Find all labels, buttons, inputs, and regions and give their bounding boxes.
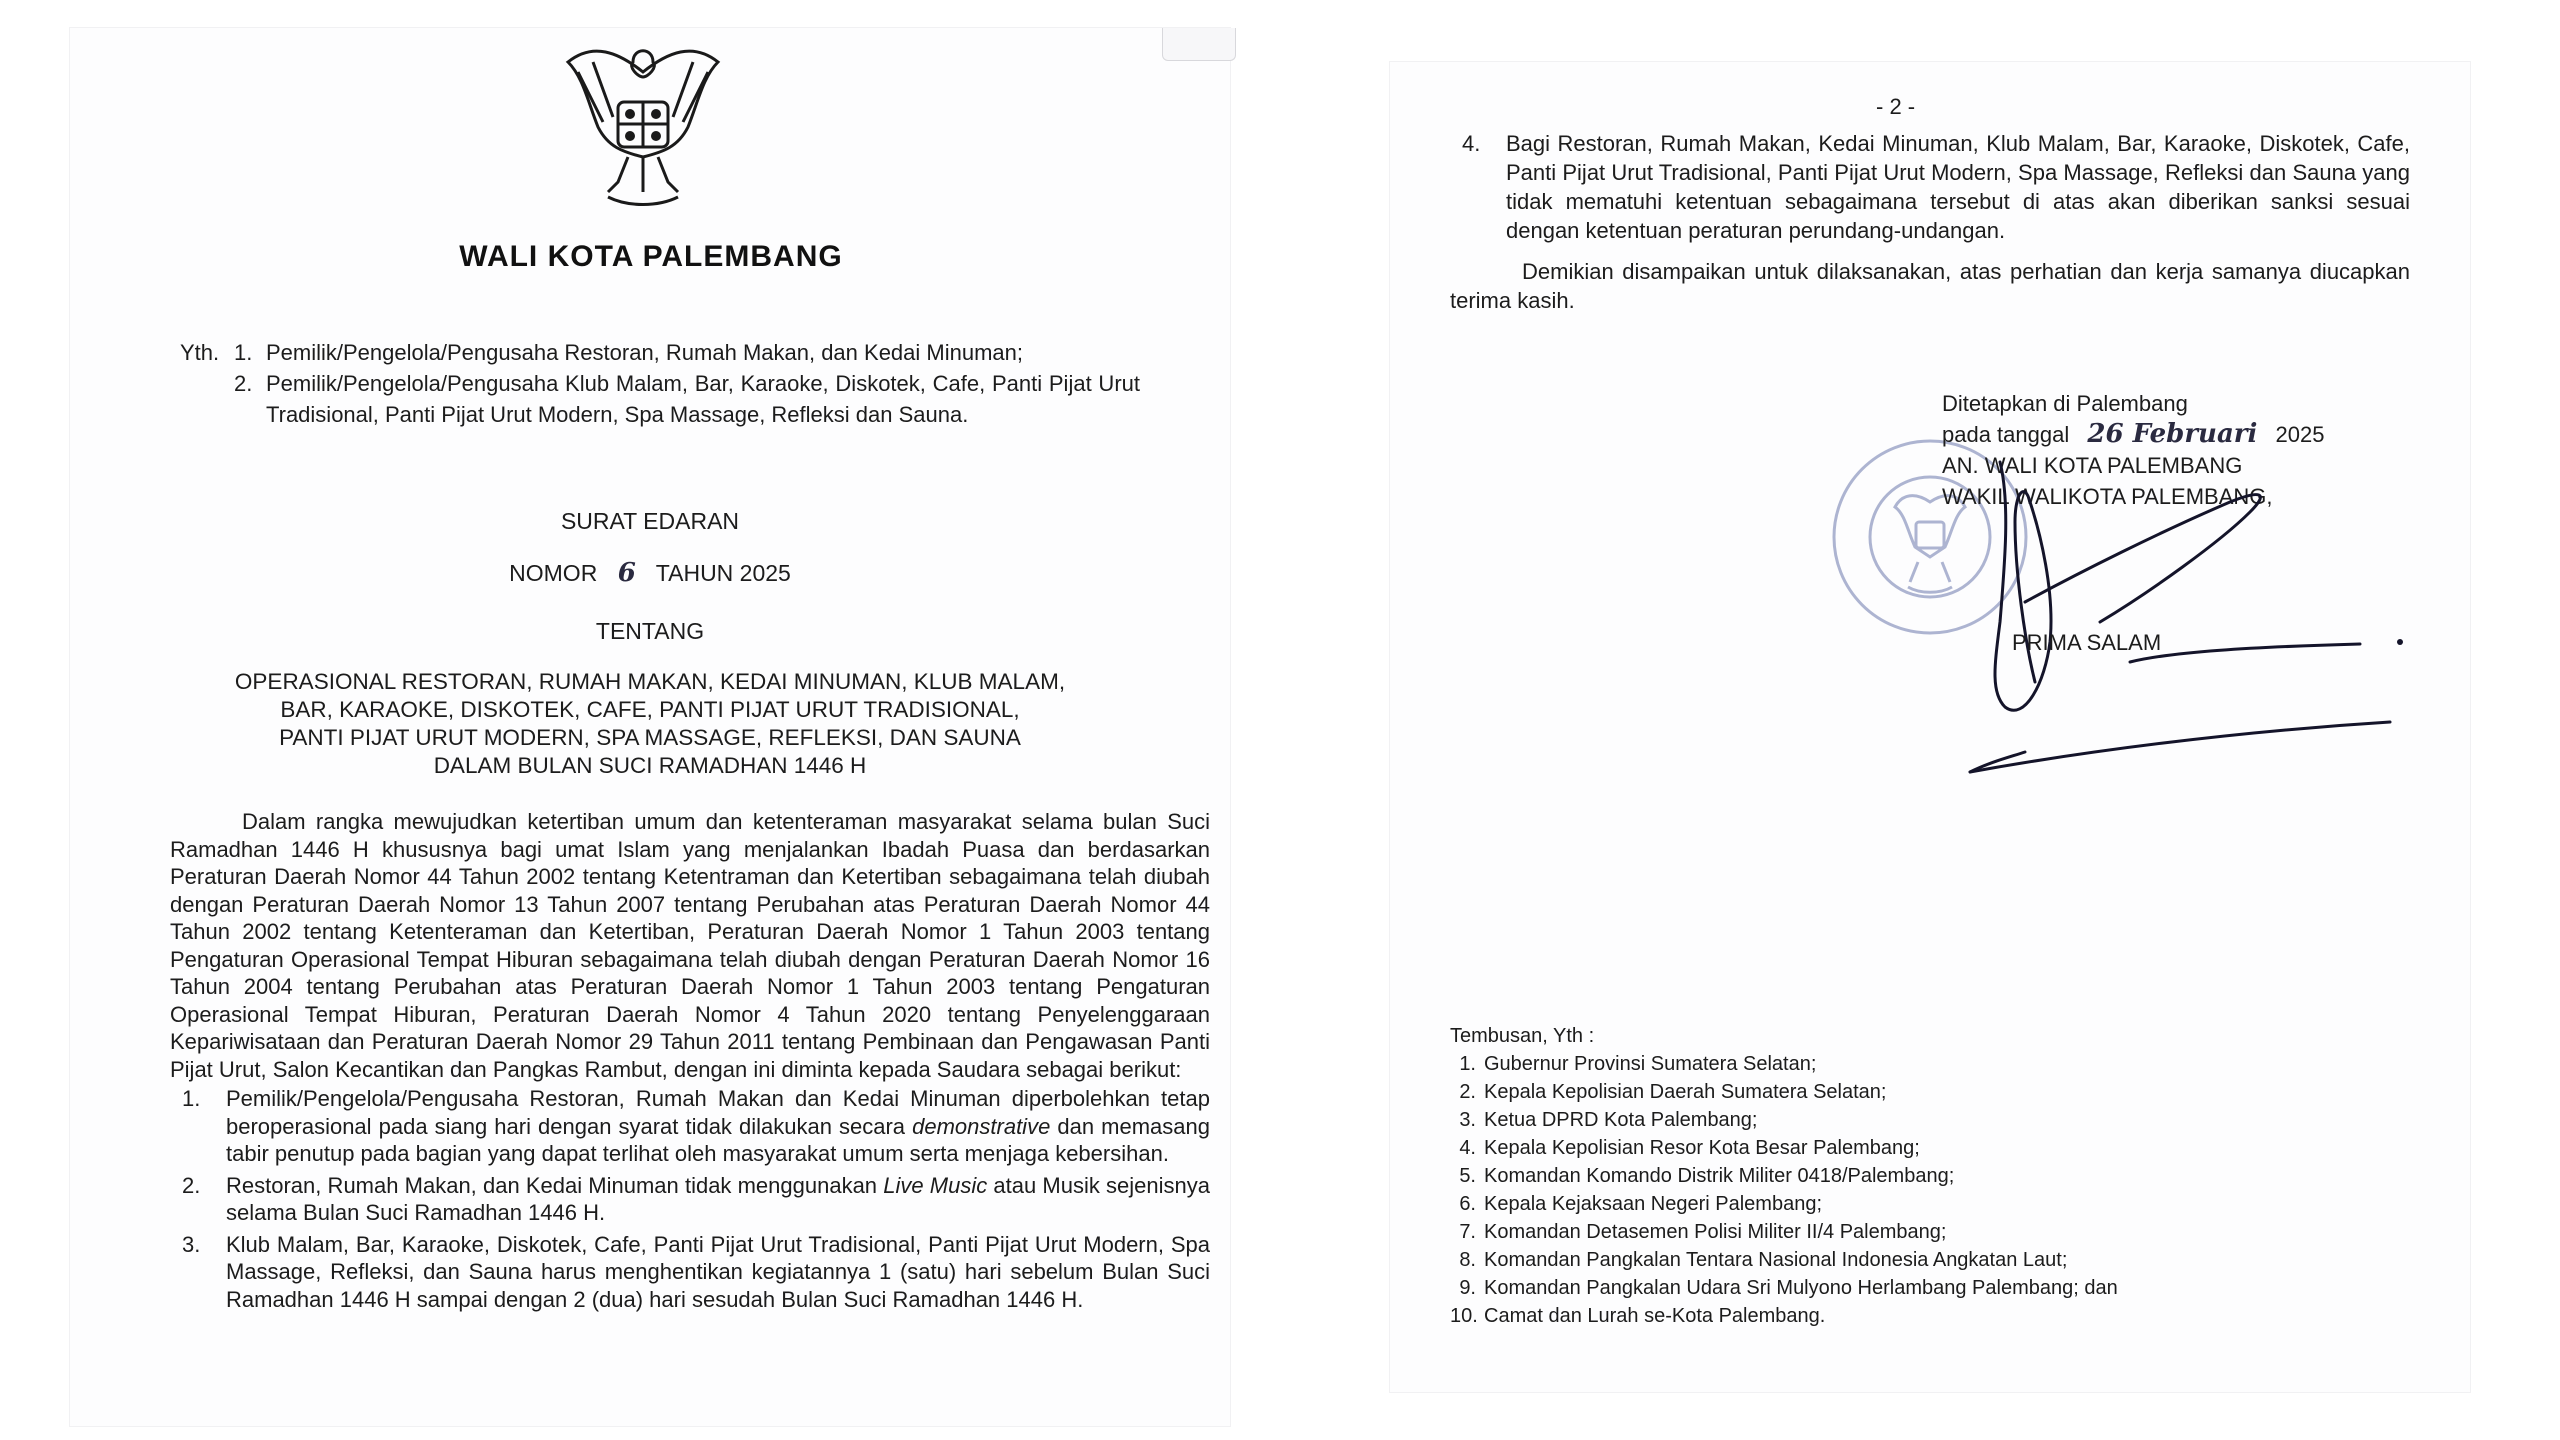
list-item: 1. Pemilik/Pengelola/Pengusaha Restoran, Rumah Makan, dan Kedai Minuman; [234, 340, 1023, 365]
signatory-name: PRIMA SALAM [2012, 630, 2162, 655]
number-suffix: TAHUN 2025 [655, 560, 791, 586]
sign-title: WAKIL WALIKOTA PALEMBANG, [1942, 484, 2273, 509]
list-item: 3. Klub Malam, Bar, Karaoke, Diskotek, Cafe, Panti Pijat Urut Tradisional, Panti Pijat Urut Modern, Spa Massage, Refleksi, dan Sauna harus menghentikan kegiatannya 1 (satu) hari sebelum Bulan Suci Ramadhan 1446 H sampai dengan 2 (dua) hari sesudah Bulan Suci Ramadhan 1446 H. [182, 1231, 1210, 1312]
doc-type: SURAT EDARAN [560, 508, 740, 534]
document-page-2 [1390, 62, 2470, 1392]
instruction-list [170, 1085, 1210, 1313]
sign-place: Ditetapkan di Palembang [1942, 391, 2188, 416]
list-item: 4. Bagi Restoran, Rumah Makan, Kedai Minuman, Klub Malam, Bar, Karaoke, Diskotek, Cafe, Panti Pijat Urut Tradisional, Panti Pijat Urut Modern, Spa Massage, Refleksi dan Sauna yang tidak mematuhi ketentuan sebagaimana tersebut di atas akan diberikan sanksi sesuai dengan ketentuan peraturan perundang-undangan. [1462, 131, 2410, 243]
garuda-emblem-icon [548, 32, 738, 222]
list-item: 2. Kepala Kepolisian Daerah Sumatera Selatan; [1459, 1081, 1887, 1103]
doc-number [170, 558, 1130, 588]
number-handwritten: 6 [617, 558, 636, 588]
about-label: TENTANG [595, 618, 705, 644]
letter-body-continued [1450, 129, 2410, 315]
list-item: 3. Ketua DPRD Kota Palembang; [1459, 1109, 1758, 1131]
list-item: 5. Komandan Komando Distrik Militer 0418/Palembang; [1459, 1165, 1955, 1187]
cc-label: Tembusan, Yth : [1450, 1025, 1595, 1047]
list-item: 6. Kepala Kejaksaan Negeri Palembang; [1459, 1193, 1822, 1215]
document-page-1 [70, 28, 1230, 1426]
sign-date: pada tanggal 26 Februari 2025 [1942, 419, 2325, 449]
list-item: 2. Restoran, Rumah Makan, dan Kedai Minuman tidak menggunakan Live Music atau Musik sejenisnya selama Bulan Suci Ramadhan 1446 H. [182, 1172, 1210, 1225]
addressee-label: Yth. [180, 340, 220, 365]
list-item: 10. Camat dan Lurah se-Kota Palembang. [1450, 1305, 1826, 1327]
cc-list [1450, 1050, 2430, 1330]
letter-body [170, 808, 1210, 1317]
list-item: 1. Gubernur Provinsi Sumatera Selatan; [1459, 1053, 1817, 1075]
instruction-list [1450, 129, 2410, 245]
addressee-list [234, 337, 1140, 430]
page-corner-tab[interactable] [1162, 28, 1236, 61]
list-item: 1. Pemilik/Pengelola/Pengusaha Restoran, Rumah Makan dan Kedai Minuman diperbolehkan tetap beroperasional pada siang hari dengan syarat tidak dilakukan secara demonstrative dan memasang tabir penutup pada bagian yang dapat terlihat oleh masyarakat umum serta menjaga kebersihan. [182, 1086, 1210, 1166]
list-item: 4. Kepala Kepolisian Resor Kota Besar Palembang; [1459, 1137, 1920, 1159]
list-item: 9. Komandan Pangkalan Udara Sri Mulyono Herlambang Palembang; dan [1459, 1277, 2118, 1299]
page-number: - 2 - [1876, 94, 1916, 119]
number-prefix: NOMOR [509, 560, 598, 586]
office-title: WALI KOTA PALEMBANG [459, 240, 843, 273]
carbon-copy-block [1450, 1022, 2430, 1330]
intro-paragraph: Dalam rangka mewujudkan ketertiban umum dan ketenteraman masyarakat selama bulan Suci Ramadhan 1446 H khususnya bagi umat Islam yang menjalankan Ibadah Puasa dan berdasarkan Peraturan Daerah Nomor 44 Tahun 2002 tentang Ketentraman dan Ketertiban sebagaimana telah diubah dengan Peraturan Daerah Nomor 13 Tahun 2007 tentang Perubahan atas Peraturan Daerah Nomor 44 Tahun 2002 tentang Ketenteraman dan Ketertiban, Peraturan Daerah Nomor 1 Tahun 2003 tentang Pengaturan Operasional Tempat Hiburan sebagaimana telah diubah dengan Peraturan Daerah Nomor 16 Tahun 2004 tentang Perubahan atas Peraturan Daerah Nomor 1 Tahun 2003 tentang Pengaturan Operasional Tempat Hiburan, Peraturan Daerah Nomor 4 Tahun 2020 tentang Penyelenggaraan Kepariwisataan dan Peraturan Daerah Nomor 29 Tahun 2011 tentang Pembinaan dan Pengawasan Panti Pijat Urut, Salon Kecantikan dan Pangkas Rambut, dengan ini diminta kepada Saudara sebagai berikut: [170, 809, 1210, 1082]
list-item: 2. Pemilik/Pengelola/Pengusaha Klub Malam, Bar, Karaoke, Diskotek, Cafe, Panti Pijat Urut Tradisional, Panti Pijat Urut Modern, Spa Massage, Refleksi dan Sauna. [234, 371, 1140, 427]
list-item: 8. Komandan Pangkalan Tentara Nasional Indonesia Angkatan Laut; [1459, 1249, 2068, 1271]
list-item: 7. Komandan Detasemen Polisi Militer II/4 Palembang; [1459, 1221, 1947, 1243]
closing-paragraph: Demikian disampaikan untuk dilaksanakan, atas perhatian dan kerja samanya diucapkan terima kasih. [1450, 259, 2410, 313]
sign-date-handwritten: 26 Februari [2087, 419, 2258, 449]
sign-on-behalf: AN. WALI KOTA PALEMBANG [1942, 453, 2243, 478]
handwritten-signature-icon [1930, 422, 2450, 792]
subject-title: OPERASIONAL RESTORAN, RUMAH MAKAN, KEDAI MINUMAN, KLUB MALAM, BAR, KARAOKE, DISKOTEK, CAFE, PANTI PIJAT URUT TRADISIONAL, PANTI PIJAT URUT MODERN, SPA MASSAGE, REFLEKSI, DAN SAUNA DALAM BULAN SUCI RAMADHAN 1446 H [234, 669, 1066, 778]
